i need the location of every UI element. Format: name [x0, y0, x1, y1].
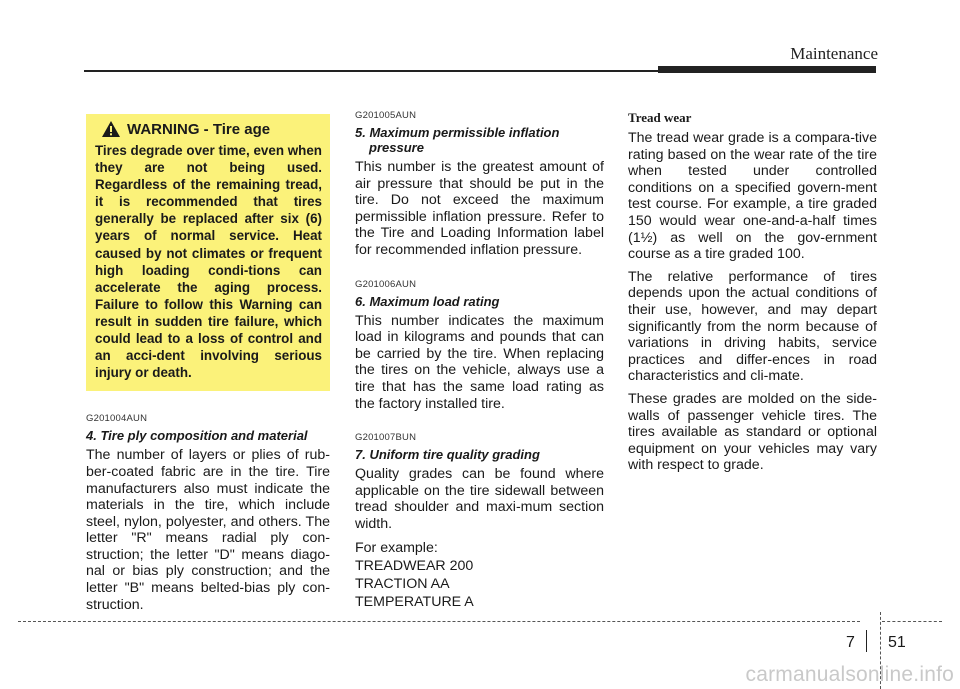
section-6-body: This number indicates the maximum load in kilograms and pounds that can be carried by the tire. When replacing the tires on the vehicle, always use a tire that has the same load rating as the factory installed tire.	[355, 312, 604, 412]
section-5-heading-line2: pressure	[369, 140, 424, 155]
watermark: carmanualsonline.info	[745, 663, 954, 686]
header-rule-thin	[84, 70, 660, 72]
section-4-body: The number of layers or plies of rub-ber-coated fabric are in the tire. Tire manufacturers also must indicate the materials in the tire, which include steel, nylon, polyester, and others. The letter "R" means radial ply con-struction; the letter "D" means diago-nal or bias ply construction; and the letter "B" means belted-bias ply con-struction.	[86, 447, 330, 613]
section-4-heading: 4. Tire ply composition and material	[86, 428, 308, 444]
footer-section-number: 7	[846, 634, 855, 651]
example-temperature: TEMPERATURE A	[355, 593, 474, 610]
warning-text: Tires degrade over time, even when they are not being used. Regardless of the remaining tread, it is recommended that tires generally be replaced after six (6) years of normal service. Heat caused by not climates or frequent high loading condi-tions can accelerate the aging process. Failure to follow this Warning can result in sudden tire failure, which could lead to a loss of control and an acci-dent involving serious injury or death.	[95, 143, 322, 381]
spacer	[355, 265, 604, 279]
header-rule-thick	[658, 66, 876, 73]
tread-wear-paragraph-1: The tread wear grade is a compara-tive rating based on the wear rate of the tire when tested under controlled conditions on a specified govern-ment test course. For example, a tire graded 150 would wear one-and-a-half times (1½) as well on the gov-ernment course as a tire graded 100.	[628, 130, 877, 263]
warning-title-text: WARNING - Tire age	[127, 120, 271, 138]
tread-wear-paragraph-2: The relative performance of tires depends upon the actual conditions of their use, however, and may depart significantly from the norm because of variations in driving habits, service practices and differ-ences in road characteristics and cli-mate.	[628, 268, 877, 385]
section-5-heading-line1: 5. Maximum permissible inflation	[355, 125, 560, 140]
section-5-heading	[355, 125, 604, 155]
column-3	[628, 110, 877, 480]
section-7-code: G201007BUN	[355, 432, 417, 444]
column-1	[86, 108, 330, 619]
example-treadwear: TREADWEAR 200	[355, 557, 474, 574]
header-section-title: Maintenance	[790, 44, 878, 63]
example-traction: TRACTION AA	[355, 575, 450, 592]
section-6-heading: 6. Maximum load rating	[355, 293, 500, 309]
tread-wear-heading: Tread wear	[628, 110, 692, 125]
section-7-heading: 7. Uniform tire quality grading	[355, 447, 540, 463]
footer-separator	[866, 630, 867, 652]
section-6-code: G201006AUN	[355, 278, 417, 290]
warning-title	[95, 120, 322, 138]
section-4-code: G201004AUN	[86, 413, 148, 425]
section-7-body: Quality grades can be found where applicable on the tire sidewall between tread shoulder and maxi-mum section width.	[355, 466, 604, 532]
warning-triangle-icon	[101, 120, 121, 138]
spacer	[355, 418, 604, 432]
column-2	[355, 110, 604, 611]
section-5-code: G201005AUN	[355, 110, 417, 121]
tread-wear-paragraph-3: These grades are molded on the side-walls of passenger vehicle tires. The tires available as standard or optional equipment on your vehicles may vary with respect to grade.	[628, 390, 877, 474]
example-label: For example:	[355, 539, 438, 556]
footer-rule	[18, 621, 860, 622]
footer-page-number: 51	[888, 634, 906, 651]
section-5-body: This number is the greatest amount of air pressure that should be put in the tire. Do not exceed the maximum permissible inflation pressure. Refer to the Tire and Loading Information label for recommended inflation pressure.	[355, 159, 604, 258]
footer-rule-right	[882, 621, 942, 622]
warning-box	[86, 114, 330, 391]
